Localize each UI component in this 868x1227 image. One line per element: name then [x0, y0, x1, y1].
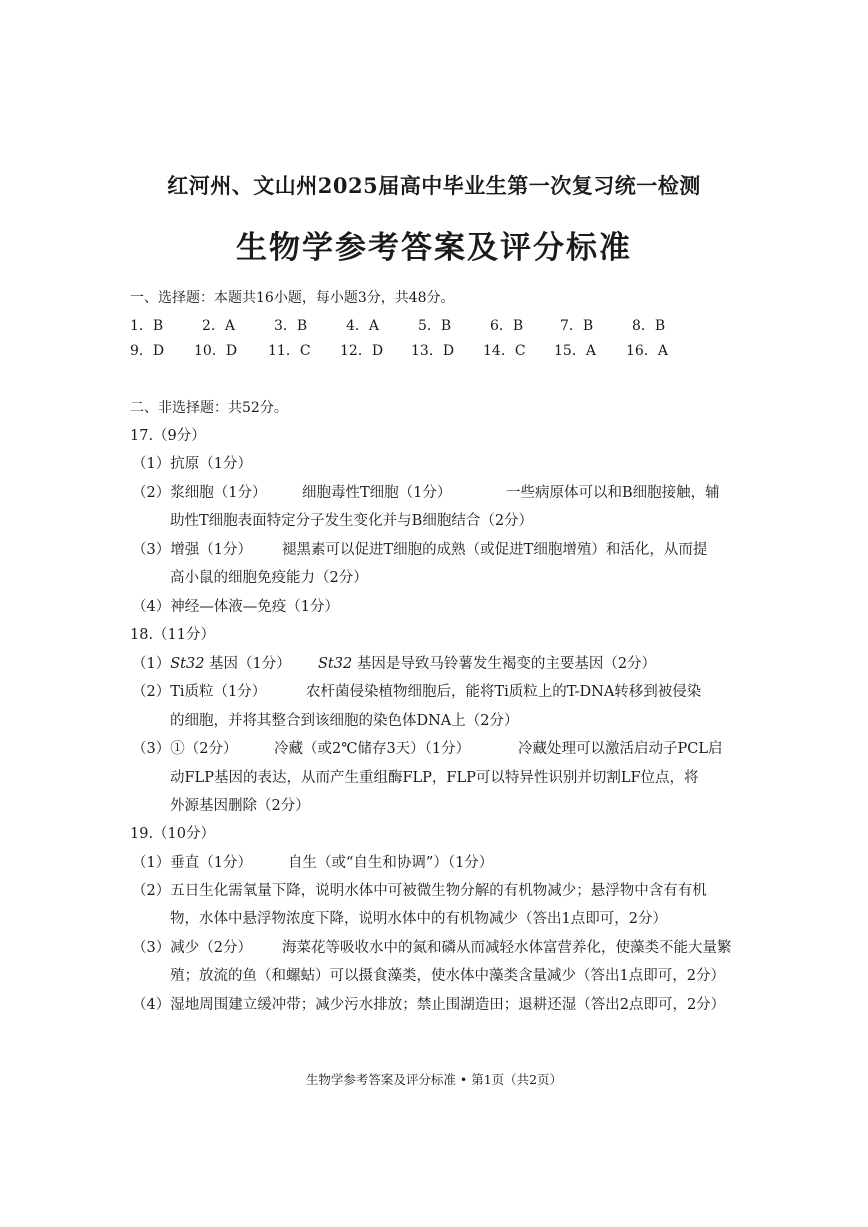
- q18-part1-prefix: （1）: [132, 656, 171, 672]
- answer-item: 8．B: [632, 318, 666, 334]
- answer-item: 4．A: [346, 318, 380, 334]
- answer-item: 5．B: [418, 318, 452, 334]
- q18-part1-b-rest: 基因是导致马铃薯发生褐变的主要基因（2分）: [352, 656, 657, 672]
- answer-item: 6．B: [490, 318, 524, 334]
- answer-item: 2．A: [202, 318, 236, 334]
- answer-item: 10．D: [194, 343, 238, 359]
- q18-part1-b: [318, 652, 656, 673]
- q19-part4: （4）湿地周围建立缓冲带；减少污水排放；禁止围湖造田；退耕还湿（答出2点即可，2分）: [132, 997, 726, 1013]
- q17-part2-a1: （2）浆细胞（1分）: [132, 485, 267, 501]
- q18-part2-a2: 农杆菌侵染植物细胞后，能将Ti质粒上的T-DNA转移到被侵染: [306, 684, 702, 700]
- q17-part3-a2: 褪黑素可以促进T细胞的成熟（或促进T细胞增殖）和活化，从而提: [282, 542, 708, 558]
- q18-part3-b: 动FLP基因的表达，从而产生重组酶FLP，FLP可以特异性识别并切割LF位点，将: [170, 770, 699, 786]
- q17-part2-a2: 细胞毒性T细胞（1分）: [302, 485, 452, 501]
- q18-part3-c: 外源基因删除（2分）: [170, 798, 310, 814]
- answer-item: 3．B: [274, 318, 308, 334]
- q18-part3-a3: 冷藏处理可以激活启动子PCL启: [518, 741, 723, 757]
- q19-part1-b: 自生（或“自生和协调”）（1分）: [288, 855, 494, 871]
- q17-part1: （1）抗原（1分）: [132, 456, 252, 472]
- section2-heading: 二、非选择题：共52分。: [130, 400, 288, 416]
- document-title: 红河州、文山州2025届高中毕业生第一次复习统一检测: [167, 173, 701, 198]
- q19-part1-a: （1）垂直（1分）: [132, 855, 252, 871]
- q19-part2-a: （2）五日生化需氧量下降，说明水体中可被微生物分解的有机物减少；悬浮物中含有有机: [132, 883, 707, 899]
- q19-part2-b: 物，水体中悬浮物浓度下降，说明水体中的有机物减少（答出1点即可，2分）: [170, 911, 667, 927]
- q17-part4: （4）神经—体液—免疫（1分）: [132, 599, 339, 615]
- question-18-label: 18.（11分）: [130, 627, 216, 643]
- answer-item: 1．B: [130, 318, 164, 334]
- q17-part3-a1: （3）增强（1分）: [132, 542, 252, 558]
- question-19-label: 19.（10分）: [130, 826, 216, 842]
- answer-item: 14．C: [483, 343, 526, 359]
- section1-heading: 一、选择题：本题共16小题，每小题3分，共48分。: [130, 290, 455, 306]
- q18-part1-a: [132, 652, 291, 673]
- q18-part3-a2: 冷藏（或2℃储存3天）（1分）: [274, 741, 471, 757]
- answer-item: 12．D: [340, 343, 384, 359]
- q19-part3-a2: 海菜花等吸收水中的氮和磷从而减轻水体富营养化，使藻类不能大量繁: [282, 940, 732, 956]
- answer-item: 7．B: [560, 318, 594, 334]
- q19-part3-b: 殖；放流的鱼（和螺蛄）可以摄食藻类，使水体中藻类含量减少（答出1点即可，2分）: [170, 968, 725, 984]
- answer-item: 9．D: [130, 343, 165, 359]
- page-footer: 生物学参考答案及评分标准 • 第1页（共2页）: [305, 1072, 563, 1087]
- gene-name: St32: [318, 656, 353, 672]
- q17-part3-b: 高小鼠的细胞免疫能力（2分）: [170, 570, 368, 586]
- answer-item: 15．A: [554, 343, 596, 359]
- document-subtitle: 生物学参考答案及评分标准: [236, 230, 632, 266]
- answer-item: 11．C: [268, 343, 311, 359]
- q18-part1-a-rest: 基因（1分）: [204, 656, 291, 672]
- q19-part3-a1: （3）减少（2分）: [132, 940, 252, 956]
- question-17-label: 17.（9分）: [130, 428, 206, 444]
- q18-part2-b: 的细胞，并将其整合到该细胞的染色体DNA上（2分）: [170, 713, 519, 729]
- q18-part3-a1: （3）①（2分）: [132, 741, 238, 757]
- answer-item: 16．A: [626, 343, 668, 359]
- gene-name: St32: [170, 656, 205, 672]
- answer-item: 13．D: [411, 343, 455, 359]
- q17-part2-a3: 一些病原体可以和B细胞接触，辅: [506, 485, 720, 501]
- q17-part2-b: 助性T细胞表面特定分子发生变化并与B细胞结合（2分）: [170, 513, 534, 529]
- q18-part2-a1: （2）Ti质粒（1分）: [132, 684, 267, 700]
